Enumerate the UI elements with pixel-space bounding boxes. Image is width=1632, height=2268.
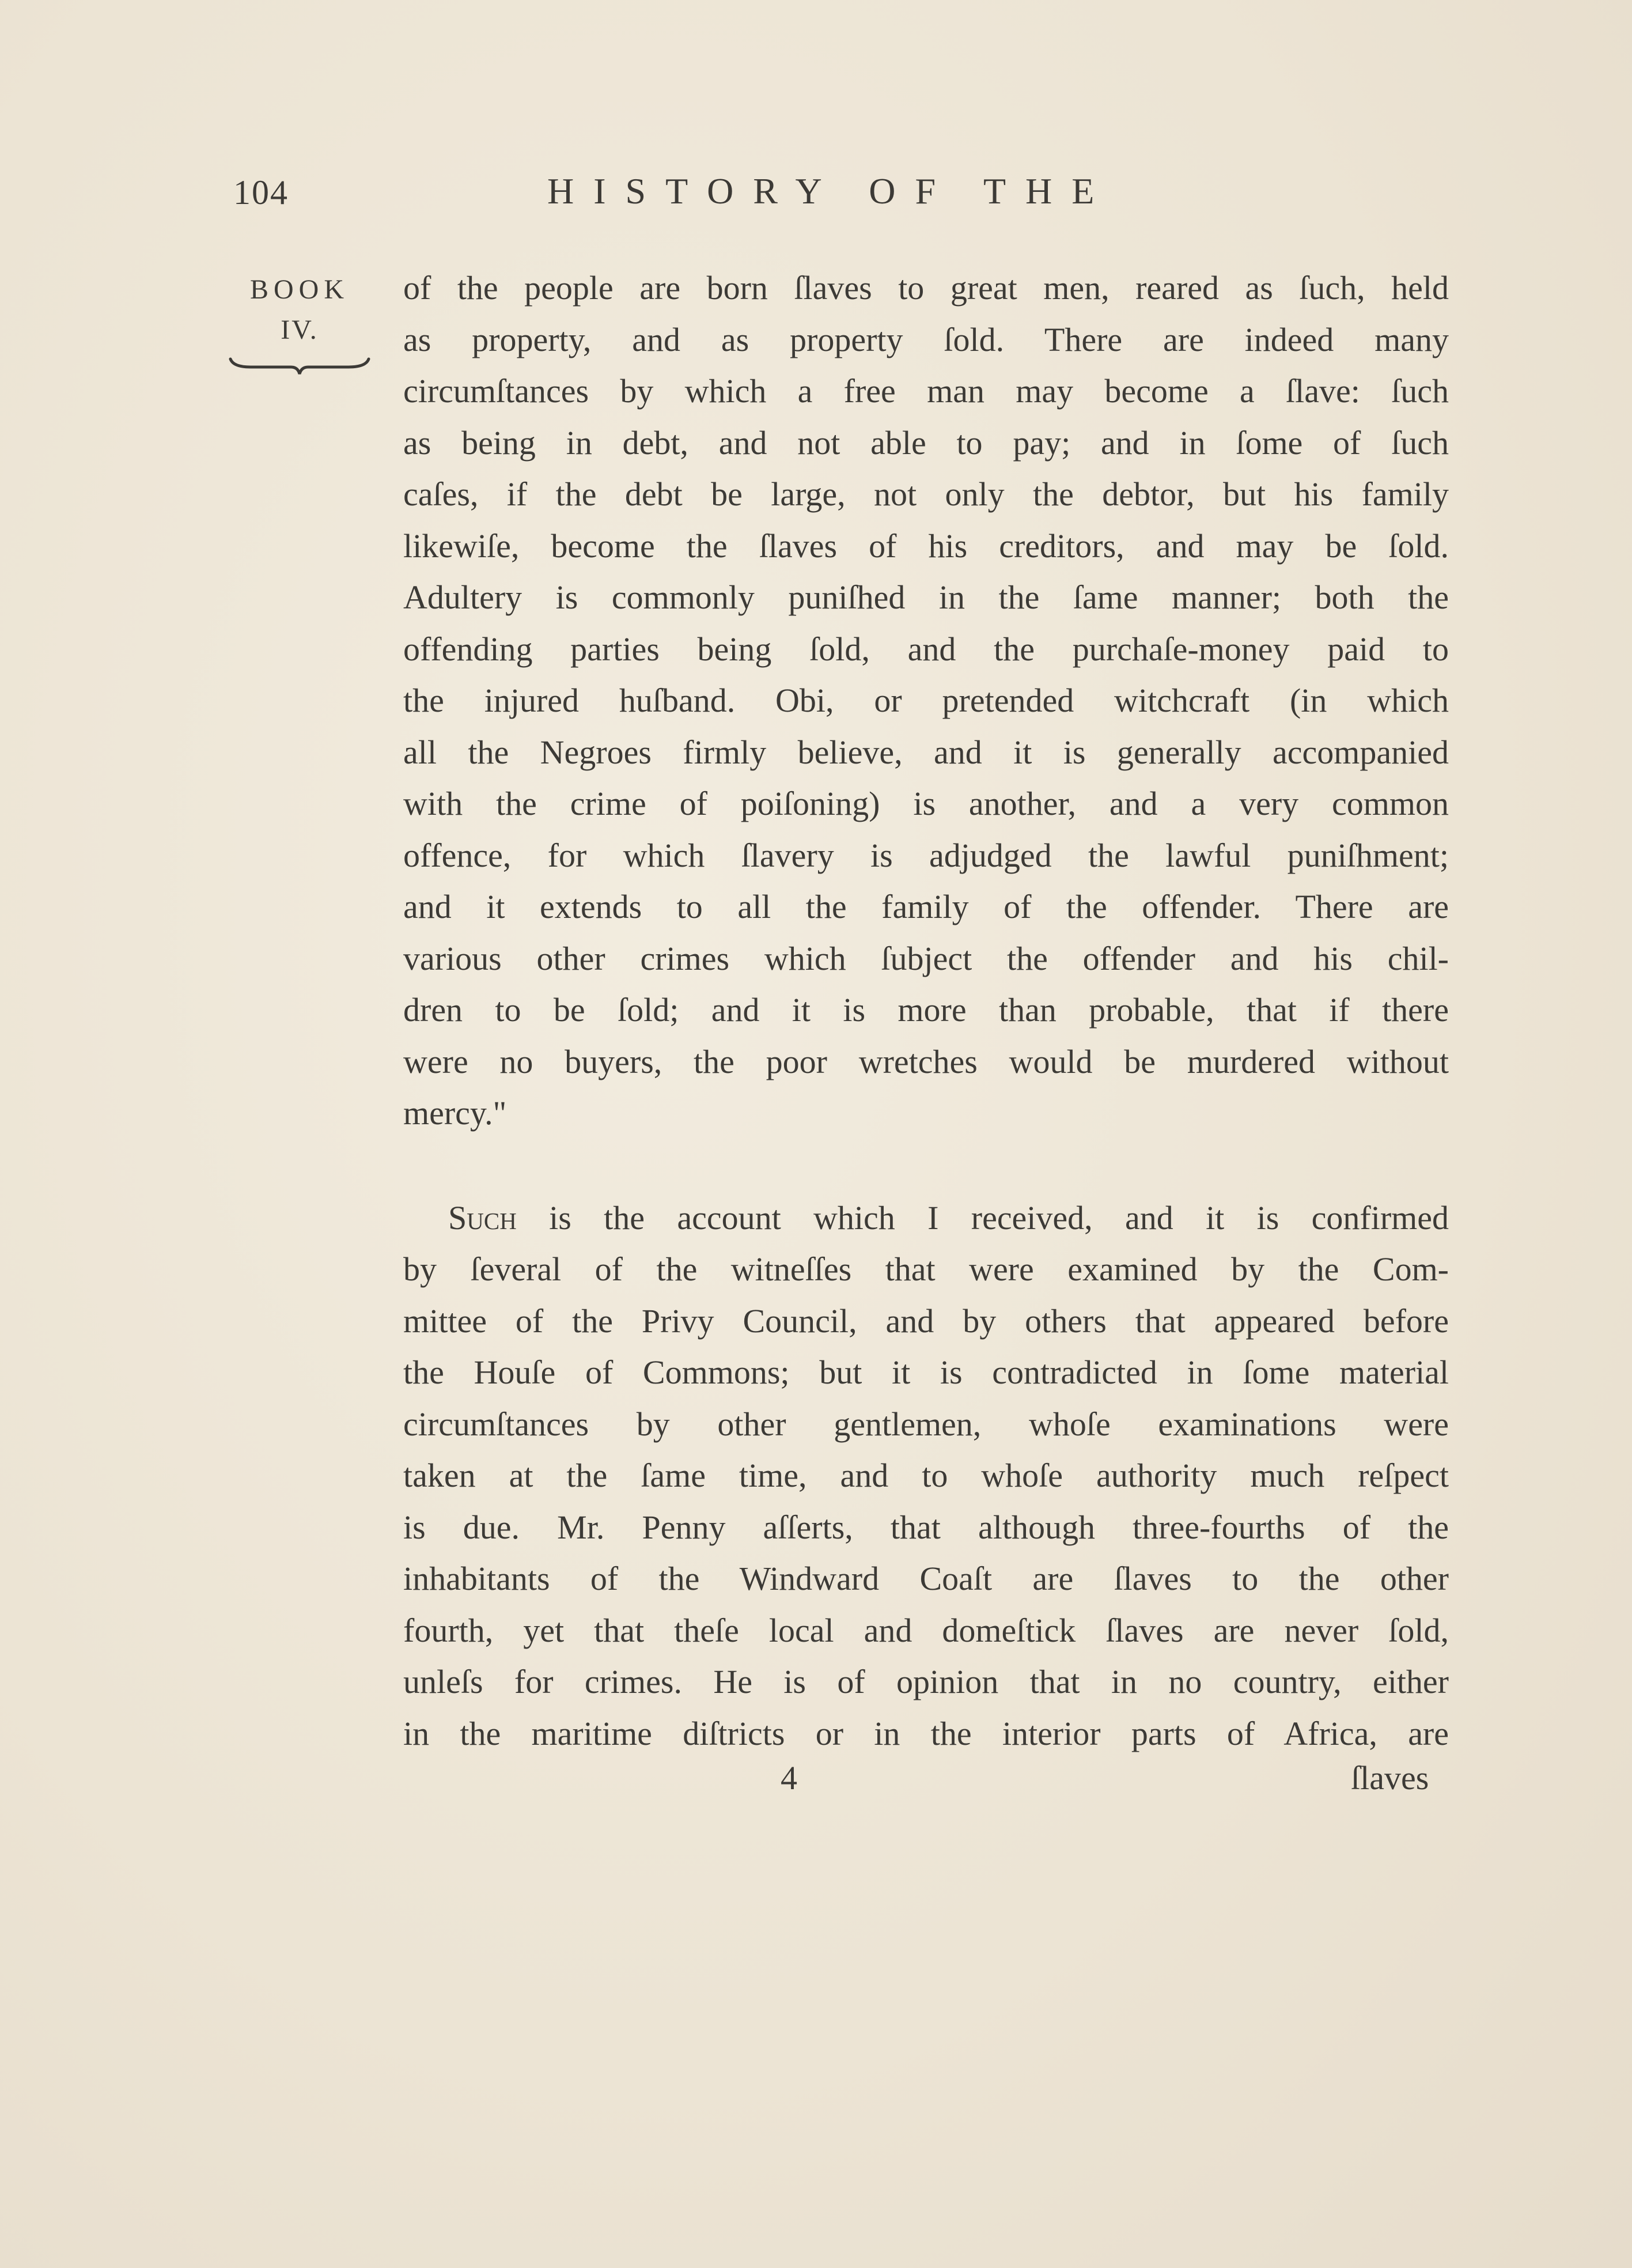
text-line: circumſtances by which a free man may become a ſlave: ſuch [403,372,1449,410]
body-text [403,262,1449,1759]
text-line: in the maritime diſtricts or in the interior parts of Africa, are [403,1714,1449,1752]
text-line: offending parties being ſold, and the purchaſe-money paid to [403,630,1449,668]
text-line: mittee of the Privy Council, and by others that appeared before [403,1302,1449,1340]
text-line: likewiſe, become the ſlaves of his creditors, and may be ſold. [403,527,1449,565]
paragraph-opening-word: Such [448,1199,517,1237]
paragraph-gap [403,1139,1449,1192]
paragraph-opening-rest: is the account which I received, and it is confirmed [516,1199,1449,1237]
text-line: Adultery is commonly puniſhed in the ſame manner; both the [403,579,1449,616]
text-line: various other crimes which ſubject the offender and his chil- [403,939,1449,977]
text-line: by ſeveral of the witneſſes that were examined by the Com- [403,1250,1449,1288]
text-line: as property, and as property ſold. There are indeed many [403,320,1449,358]
text-line: mercy." [403,1094,507,1132]
text-line: fourth, yet that theſe local and domeſtick ſlaves are never ſold, [403,1611,1449,1649]
running-head: HISTORY OF THE [547,171,1114,211]
text-line: as being in debt, and not able to pay; and in ſome of ſuch [403,424,1449,462]
text-line: with the crime of poiſoning) is another, and a very common [403,785,1449,822]
text-line: dren to be ſold; and it is more than probable, that if there [403,991,1449,1029]
page-number: 104 [233,173,289,211]
text-line: and it extends to all the family of the offender. There are [403,888,1449,925]
text-line: all the Negroes firmly believe, and it is generally accompanied [403,733,1449,771]
signature-mark: 4 [781,1759,797,1797]
text-line: offence, for which ſlavery is adjudged the lawful puniſhment; [403,836,1449,874]
text-line: the Houſe of Commons; but it is contradicted in ſome material [403,1354,1449,1391]
text-line: inhabitants of the Windward Coaſt are ſlaves to the other [403,1560,1449,1597]
margin-brace-ornament [228,354,372,377]
text-line: were no buyers, the poor wretches would be murdered without [403,1042,1449,1080]
text-line: circumſtances by other gentlemen, whoſe examinations were [403,1405,1449,1443]
text-line: taken at the ſame time, and to whoſe authority much reſpect [403,1457,1449,1494]
paragraph-2 [403,1192,1449,1760]
text-line [403,1192,1449,1244]
margin-note [228,270,372,350]
paragraph-1 [403,262,1449,1139]
text-line: of the people are born ſlaves to great men, reared as ſuch, held [403,269,1449,307]
text-line: the injured huſband. Obi, or pretended witchcraft (in which [403,682,1449,719]
margin-book-number: IV. [281,315,319,345]
margin-book-label: BOOK [249,274,349,305]
text-line: caſes, if the debt be large, not only the debtor, but his family [403,475,1449,513]
text-line: unleſs for crimes. He is of opinion that in no country, either [403,1663,1449,1700]
text-line: is due. Mr. Penny aſſerts, that although three-fourths of the [403,1508,1449,1546]
catchword: ſlaves [1351,1759,1429,1797]
